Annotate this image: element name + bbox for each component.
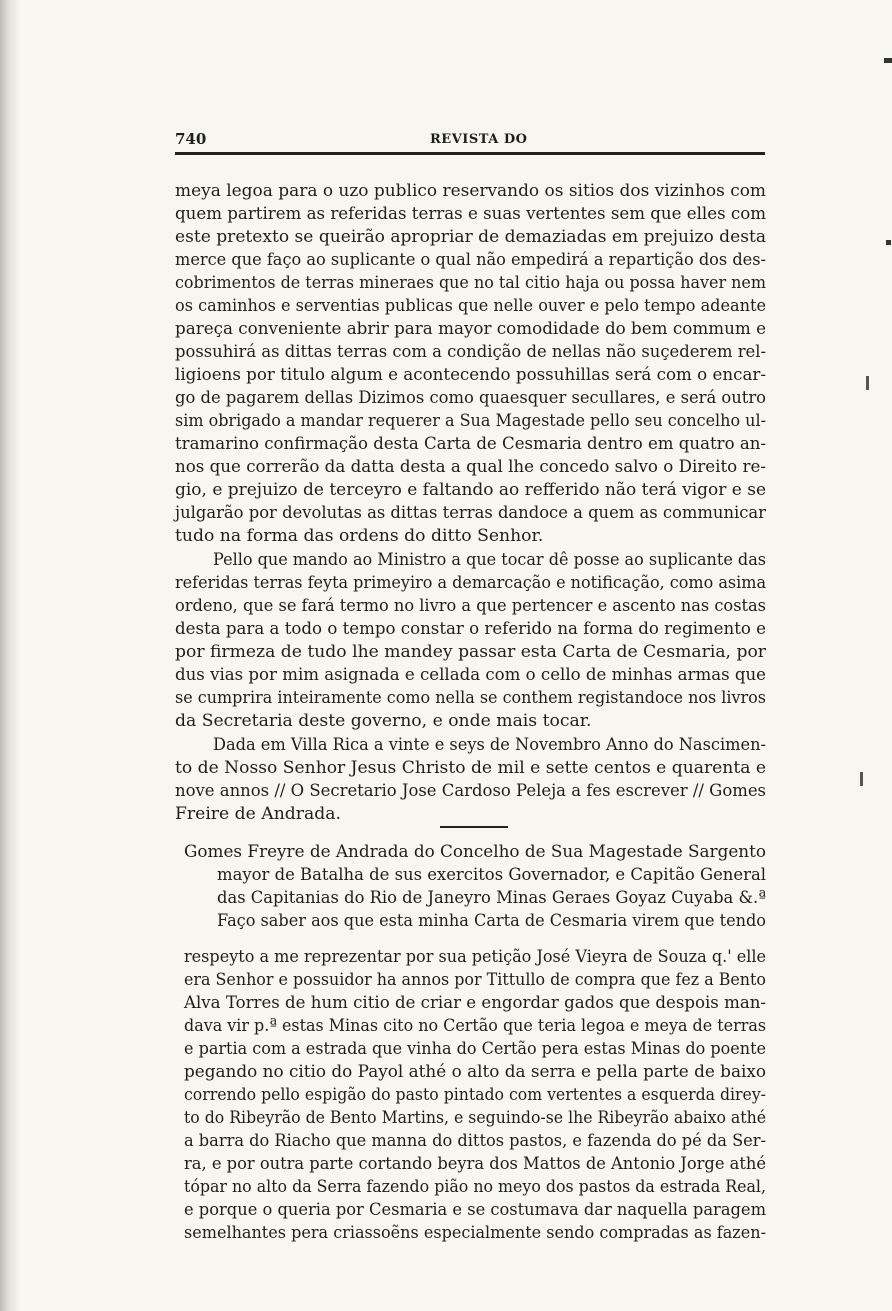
text-line: julgarão por devolutas as dittas terras dandoce a quem as communicar [175,503,766,523]
text-line: era Senhor e possuidor ha annos por Tittullo de compra que fez a Bento [184,970,766,990]
text-line: Dada em Villa Rica a vinte e seys de Novembro Anno do Nascimen- [213,735,766,755]
text-line: Gomes Freyre de Andrada do Concelho de Sua Magestade Sargento [184,842,766,862]
text-line: merce que faço ao suplicante o qual não empedirá a repartição dos des- [175,250,766,270]
text-line: tramarino confirmação desta Carta de Cesmaria dentro em quatro an- [175,434,766,454]
text-line: ordeno, que se fará termo no livro a que pertencer e ascento nas costas [175,596,766,616]
text-line: dava vir p.ª estas Minas cito no Certão que teria legoa e meya de terras [184,1016,766,1036]
text-line: nove annos // O Secretario Jose Cardoso Peleja a fes escrever // Gomes [175,781,766,801]
text-line: Faço saber aos que esta minha Carta de Cesmaria virem que tendo [217,911,766,931]
text-line: gio, e prejuizo de terceyro e faltando ao refferido não terá vigor e se [175,480,766,500]
text-line: meya legoa para o uzo publico reservando os sitios dos vizinhos com [175,181,766,201]
text-line: semelhantes pera criassoẽns especialmente sendo compradas as fazen- [184,1223,766,1243]
text-line: ra, e por outra parte cortando beyra dos Mattos de Antonio Jorge athé [184,1154,766,1174]
text-line: mayor de Batalha de sus exercitos Governador, e Capitão General [217,865,766,885]
text-line: este pretexto se queirão apropriar de demaziadas em prejuizo desta [175,227,766,247]
text-line: referidas terras feyta primeyiro a demarcação e notificação, como asima [175,573,766,593]
section-separator [440,826,508,828]
text-line: a barra do Riacho que manna do dittos pastos, e fazenda do pé da Ser- [184,1131,766,1151]
text-line: correndo pello espigão do pasto pintado com vertentes a esquerda direy- [184,1085,766,1105]
text-line: tópar no alto da Serra fazendo pião no meyo dos pastos da estrada Real, [184,1177,766,1197]
text-line: respeyto a me reprezentar por sua petição José Vieyra de Souza q.' elle [184,947,766,967]
text-line: quem partirem as referidas terras e suas vertentes sem que elles com [175,204,766,224]
text-line: e partia com a estrada que vinha do Certão pera estas Minas do poente [184,1039,766,1059]
text-line: sim obrigado a mandar requerer a Sua Magestade pello seu concelho ul- [175,411,766,431]
text-line: pegando no citio do Payol athé o alto da serra e pella parte de baixo [184,1062,766,1082]
text-line: cobrimentos de terras mineraes que no tal citio haja ou possa haver nem [175,273,766,293]
text-line: Freire de Andrada. [175,804,341,824]
text-line: os caminhos e serventias publicas que nelle ouver e pelo tempo adeante [175,296,766,316]
text-line: tudo na forma das ordens do ditto Senhor. [175,526,544,546]
text-line: nos que correrão da datta desta a qual lhe concedo salvo o Direito re- [175,457,766,477]
text-line: to do Ribeyrão de Bento Martins, e seguindo-se lhe Ribeyrão abaixo athé [184,1108,766,1128]
text-line: dus vias por mim asignada e cellada com o cello de minhas armas que [175,665,766,685]
text-line: se cumprira inteiramente como nella se conthem registandoce nos livros [175,688,766,708]
text-line: pareça conveniente abrir para mayor comodidade do bem commum e [175,319,766,339]
text-line: desta para a todo o tempo constar o referido na forma do regimento e [175,619,766,639]
text-line: das Capitanias do Rio de Janeyro Minas Geraes Goyaz Cuyaba &.ª [217,888,766,908]
text-line: possuhirá as dittas terras com a condição de nellas não suçederem rel- [175,342,766,362]
text-line: e porque o queria por Cesmaria e se costumava dar naquella paragem [184,1200,766,1220]
text-line: da Secretaria deste governo, e onde mais tocar. [175,711,592,731]
text-line: go de pagarem dellas Dizimos como quaesquer secullares, e será outro [175,388,766,408]
text-line: to de Nosso Senhor Jesus Christo de mil e sette centos e quarenta e [175,758,766,778]
running-title: REVISTA DO [430,132,528,147]
text-line: Pello que mando ao Ministro a que tocar dê posse ao suplicante das [213,550,766,570]
text-line: ligioens por titulo algum e acontecendo possuhillas será com o encar- [175,365,766,385]
text-line: Alva Torres de hum citio de criar e engordar gados que despois man- [184,993,766,1013]
text-line: por firmeza de tudo lhe mandey passar esta Carta de Cesmaria, por [175,642,766,662]
page-number: 740 [175,130,207,148]
